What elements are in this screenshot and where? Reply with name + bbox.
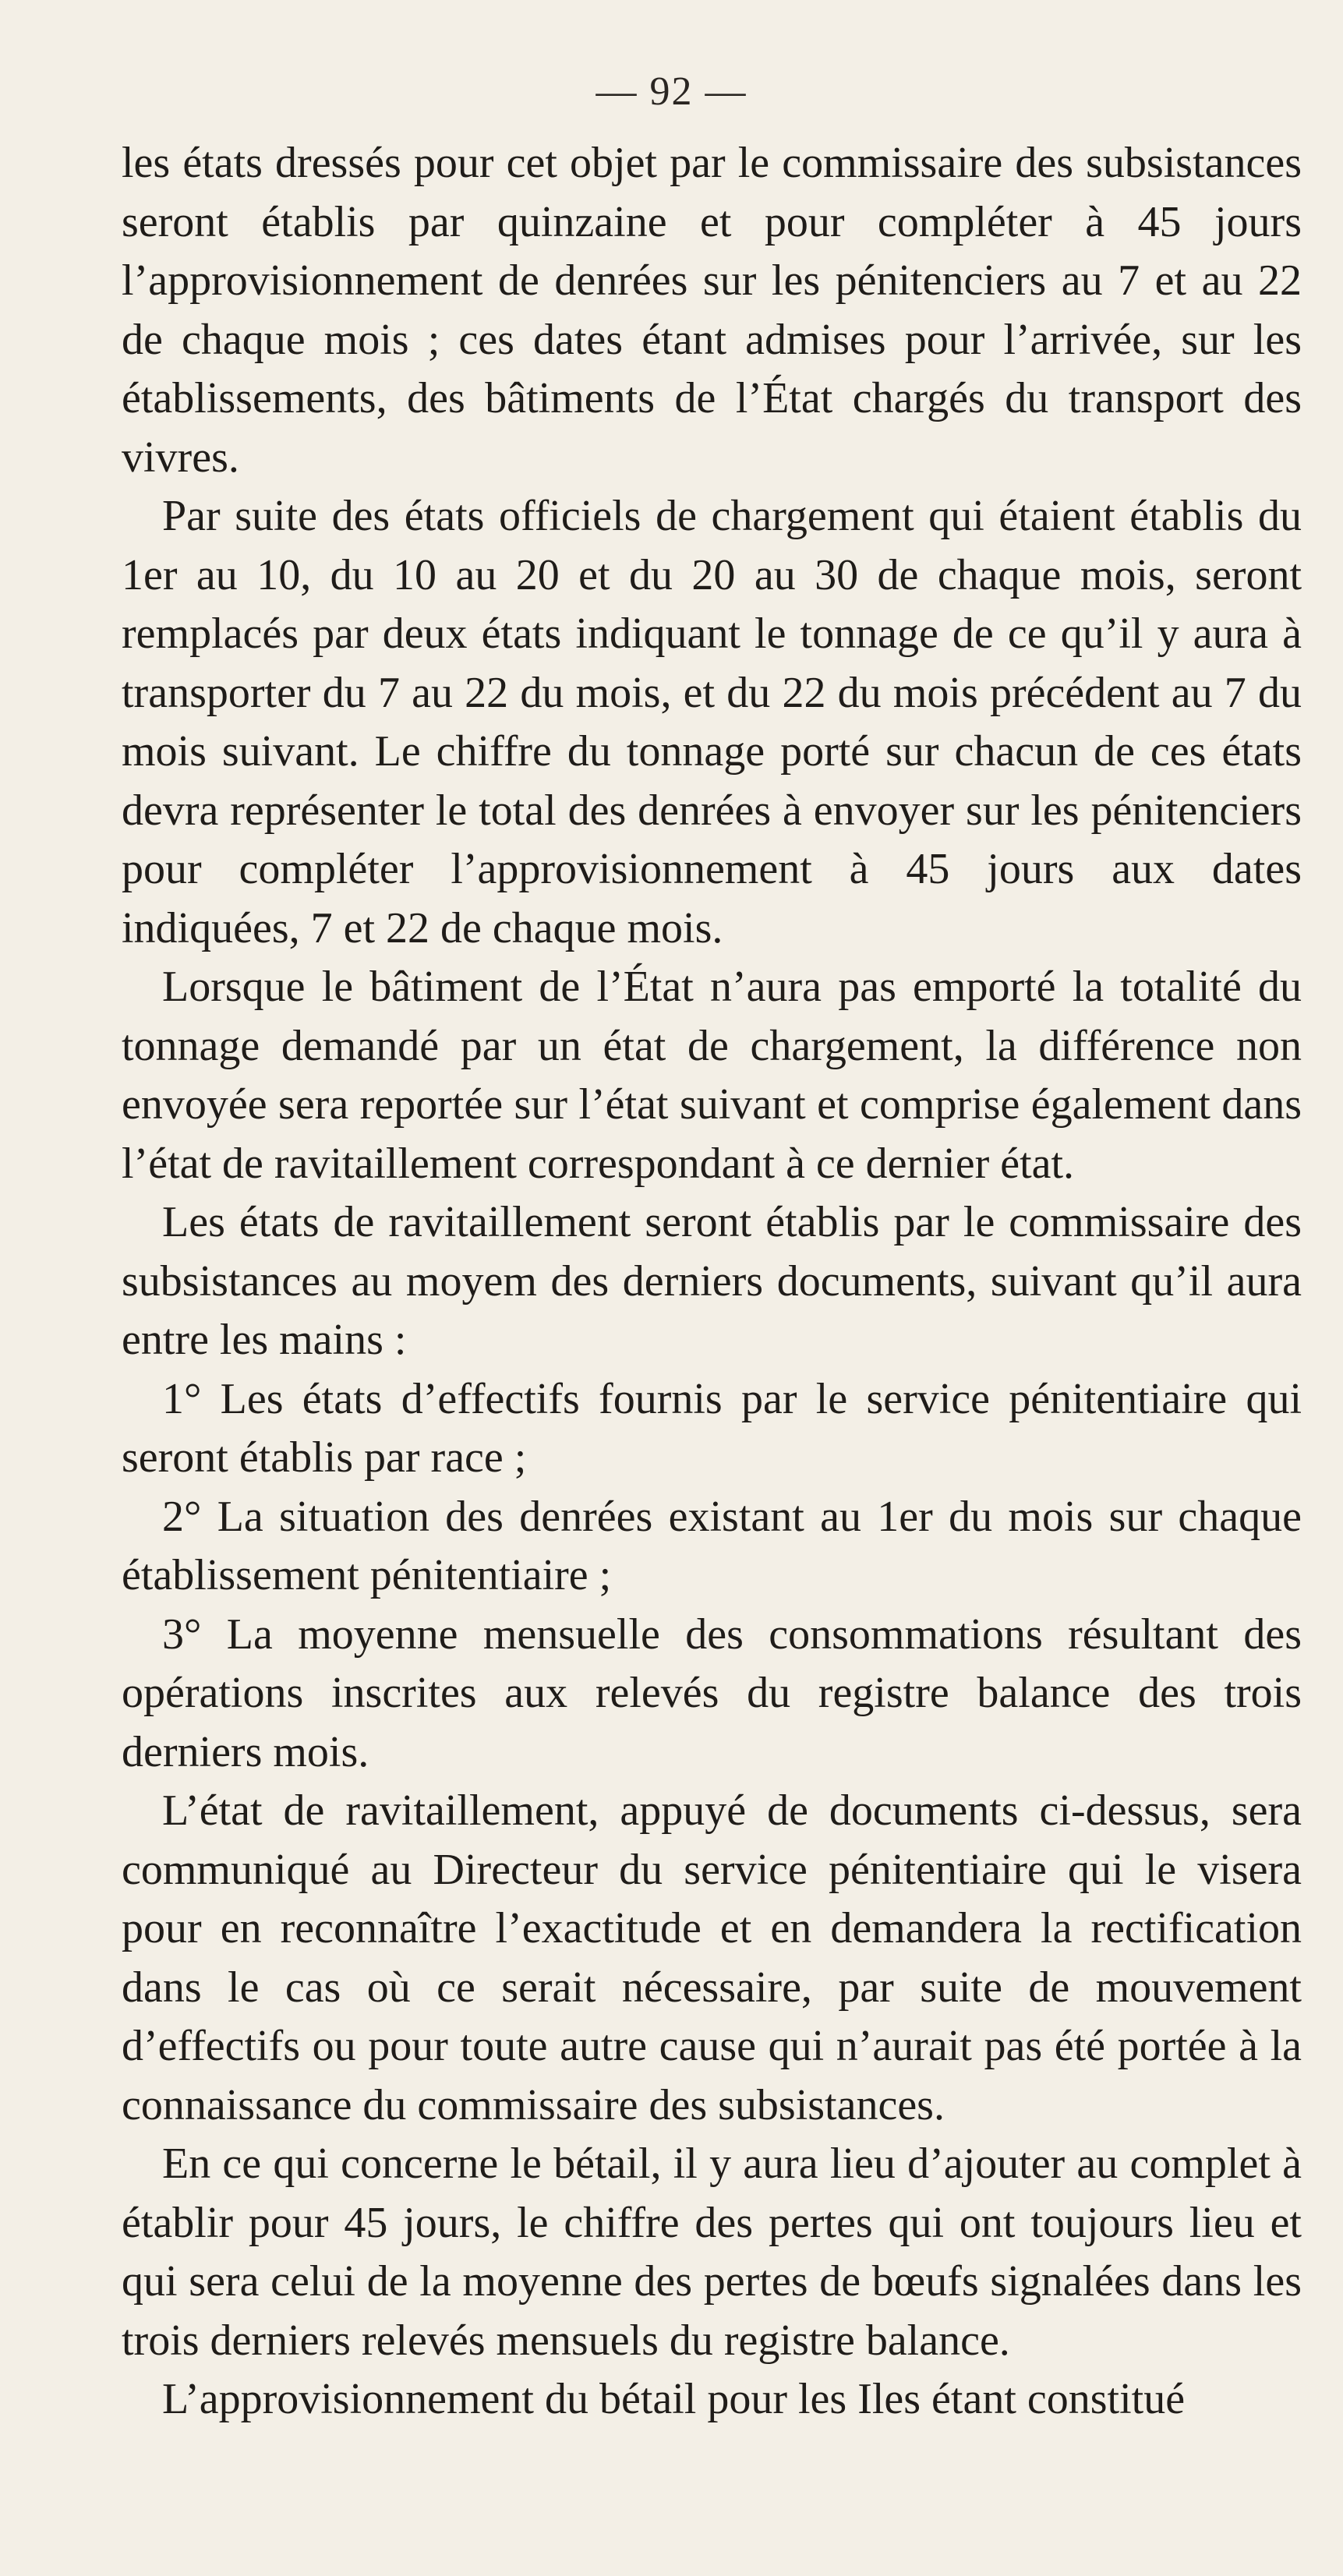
- page-number: — 92 —: [596, 69, 747, 114]
- paragraph-4: Les états de ravitaillement seront établis par le commissaire des subsistances au moyem des derniers documents, suivant qu’il aura entre les mains :: [122, 1198, 1302, 1364]
- list-item-2: 2° La situation des denrées existant au 1er du mois sur chaque établissement pénitentiaire ;: [122, 1492, 1302, 1599]
- paragraph-6: En ce qui concerne le bétail, il y aura lieu d’ajouter au complet à établir pour 45 jours, le chiffre des pertes qui ont toujours lieu et qui sera celui de la moyenne des pertes de bœufs signalées dans les trois derniers relevés mensuels du registre balance.: [122, 2140, 1302, 2365]
- paragraph-3: Lorsque le bâtiment de l’État n’aura pas emporté la totalité du tonnage demandé par un état de chargement, la différence non envoyée sera reportée sur l’état suivant et comprise également dans l’état de ravitaillement correspondant à ce dernier état.: [122, 963, 1302, 1188]
- list-item-3: 3° La moyenne mensuelle des consommations résultant des opérations inscrites aux relevés du registre balance des trois derniers mois.: [122, 1610, 1302, 1776]
- list-item-1: 1° Les états d’effectifs fournis par le service pénitentiaire qui seront établis par race ;: [122, 1374, 1302, 1482]
- paragraph-7: L’approvisionnement du bétail pour les Iles étant constitué: [162, 2375, 1186, 2423]
- body-text: [122, 134, 1302, 2429]
- paragraph-1: les états dressés pour cet objet par le commissaire des subsistances seront établis par quinzaine et pour compléter à 45 jours l’approvisionnement de denrées sur les pénitenciers au 7 et au 22 de chaque mois ; ces dates étant admises pour l’arrivée, sur les établissements, des bâtiments de l’État chargés du transport des vivres.: [122, 139, 1302, 482]
- paragraph-5: L’état de ravitaillement, appuyé de documents ci-dessus, sera communiqué au Directeur du service pénitentiaire qui le visera pour en reconnaître l’exactitude et en demandera la rectification dans le cas où ce serait nécessaire, par suite de mouvement d’effectifs ou pour toute autre cause qui n’aurait pas été portée à la connaissance du commissaire des subsistances.: [122, 1786, 1302, 2129]
- paragraph-2: Par suite des états officiels de chargement qui étaient établis du 1er au 10, du 10 au 20 et du 20 au 30 de chaque mois, seront remplacés par deux états indiquant le tonnage de ce qu’il y aura à transporter du 7 au 22 du mois, et du 22 du mois précédent au 7 du mois suivant. Le chiffre du tonnage porté sur chacun de ces états devra représenter le total des denrées à envoyer sur les pénitenciers pour compléter l’approvisionnement à 45 jours aux dates indiquées, 7 et 22 de chaque mois.: [122, 492, 1302, 952]
